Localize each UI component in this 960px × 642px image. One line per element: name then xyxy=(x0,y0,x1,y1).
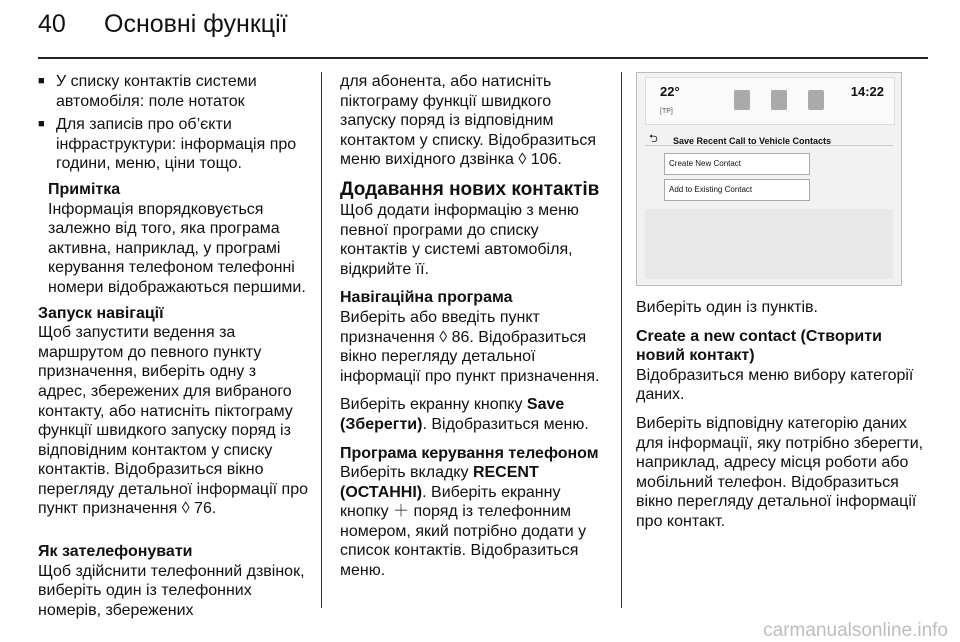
continued-paragraph: для абонента, або натисніть піктограму функції швидкого запуску поряд із відповідним контактом у списку. Відобразиться меню вихідного дзвінка ◊ 106. xyxy=(340,73,596,169)
column-divider-1 xyxy=(321,72,322,608)
choose-paragraph: Виберіть один із пунктів. xyxy=(636,299,818,316)
recent-tab-label: RECENT (ОСТАННІ) xyxy=(340,464,539,501)
page-ref-link[interactable]: 76. xyxy=(194,500,217,518)
section-paragraph: Щоб додати інформацію з меню певної програми до списку контактів у системі автомобіля, відкрийте її. xyxy=(340,201,579,278)
call-paragraph: Щоб здійснити телефонний дзвінок, виберіть один із телефонних номерів, збережених xyxy=(38,562,305,619)
note-text: Інформація впорядковується залежно від того, яка програма активна, наприклад, у програмі керування телефоном телефонні номери відображаються першими. xyxy=(48,200,306,296)
page-number: 40 xyxy=(38,10,66,38)
phone-icon[interactable] xyxy=(771,90,787,110)
infotainment-screenshot xyxy=(636,72,902,286)
create-contact-paragraph: Відобразиться меню вибору категорії даних. xyxy=(636,366,914,404)
music-icon[interactable] xyxy=(734,90,750,110)
page-ref-icon: ◊ xyxy=(439,328,448,346)
screen-clock: 14:22 xyxy=(850,84,884,99)
note-block xyxy=(38,180,308,298)
page-ref-icon: ◊ xyxy=(518,151,527,169)
note-title: Примітка xyxy=(48,180,121,198)
phoneapp-paragraph: Виберіть вкладку RECENT (ОСТАННІ). Виберіть екранну кнопку ＋ поряд із телефонним номером, який потрібно додати у список контактів. Відобразиться меню. xyxy=(340,464,587,580)
choose-category-paragraph: Виберіть відповідну категорію даних для інформації, яку потрібно зберегти, наприклад, адресу місця роботи або мобільний телефон. Відобразиться вікно перегляду детальної інформації про контакт. xyxy=(636,414,924,530)
screen-tp-label: [TP] xyxy=(660,108,673,115)
create-new-contact-button[interactable]: Create New Contact xyxy=(664,153,810,175)
navapp-paragraph: Виберіть або введіть пункт призначення ◊ 86. Відобразиться вікно перегляду детальної інформації про пункт призначення. xyxy=(340,308,600,385)
bullet-icon: ■ xyxy=(38,75,45,87)
save-paragraph: Виберіть екранну кнопку Save (Зберегти). Відобразиться меню. xyxy=(340,396,589,433)
back-arrow-icon[interactable]: ⮌ xyxy=(649,133,658,145)
column-3 xyxy=(636,72,932,541)
create-contact-heading: Create a new contact (Створити новий контакт) xyxy=(636,327,882,365)
column-2 xyxy=(340,72,610,581)
bullet-item: ■ Для записів про об’єкти інфраструктури: інформація про години, меню, ціни тощо. xyxy=(38,116,297,173)
column-divider-2 xyxy=(621,72,622,608)
column-1 xyxy=(38,72,308,620)
screen-status-bar xyxy=(645,77,895,125)
page-ref-icon: ◊ xyxy=(181,500,190,518)
save-button-label: Save (Зберегти) xyxy=(340,396,565,433)
page-ref-link[interactable]: 86. xyxy=(451,328,474,346)
screen-title-row xyxy=(645,129,893,146)
navapp-heading: Навігаційна програма xyxy=(340,289,513,307)
add-to-existing-contact-button[interactable]: Add to Existing Contact xyxy=(664,179,810,201)
nav-paragraph: Щоб запустити ведення за маршрутом до певного пункту призначення, виберіть одну з адрес, збережених для вибраного контакту, або натисніть піктограму функції швидкого запуску поряд із відповідним контактом у списку контактів. Відобразиться вікно перегляду детальної інформації про пункт призначення ◊ 76. xyxy=(38,324,308,518)
page-ref-link[interactable]: 106. xyxy=(530,151,562,169)
call-heading: Як зателефонувати xyxy=(38,543,193,561)
screen-title: Save Recent Call to Vehicle Contacts xyxy=(673,136,832,146)
apps-icon[interactable] xyxy=(808,90,824,110)
screen-temperature: 22° xyxy=(660,84,680,99)
page-title: Основні функції xyxy=(104,10,288,38)
nav-heading: Запуск навігації xyxy=(38,304,164,322)
watermark: carmanualsonline.info xyxy=(763,620,948,641)
header-rule xyxy=(38,57,928,59)
screen-empty-area xyxy=(645,209,893,279)
phoneapp-heading: Програма керування телефоном xyxy=(340,444,599,462)
section-heading: Додавання нових контактів xyxy=(340,178,600,200)
bullet-item: ■ У списку контактів системи автомобіля: поле нотаток xyxy=(38,73,257,110)
bullet-icon: ■ xyxy=(38,118,45,131)
